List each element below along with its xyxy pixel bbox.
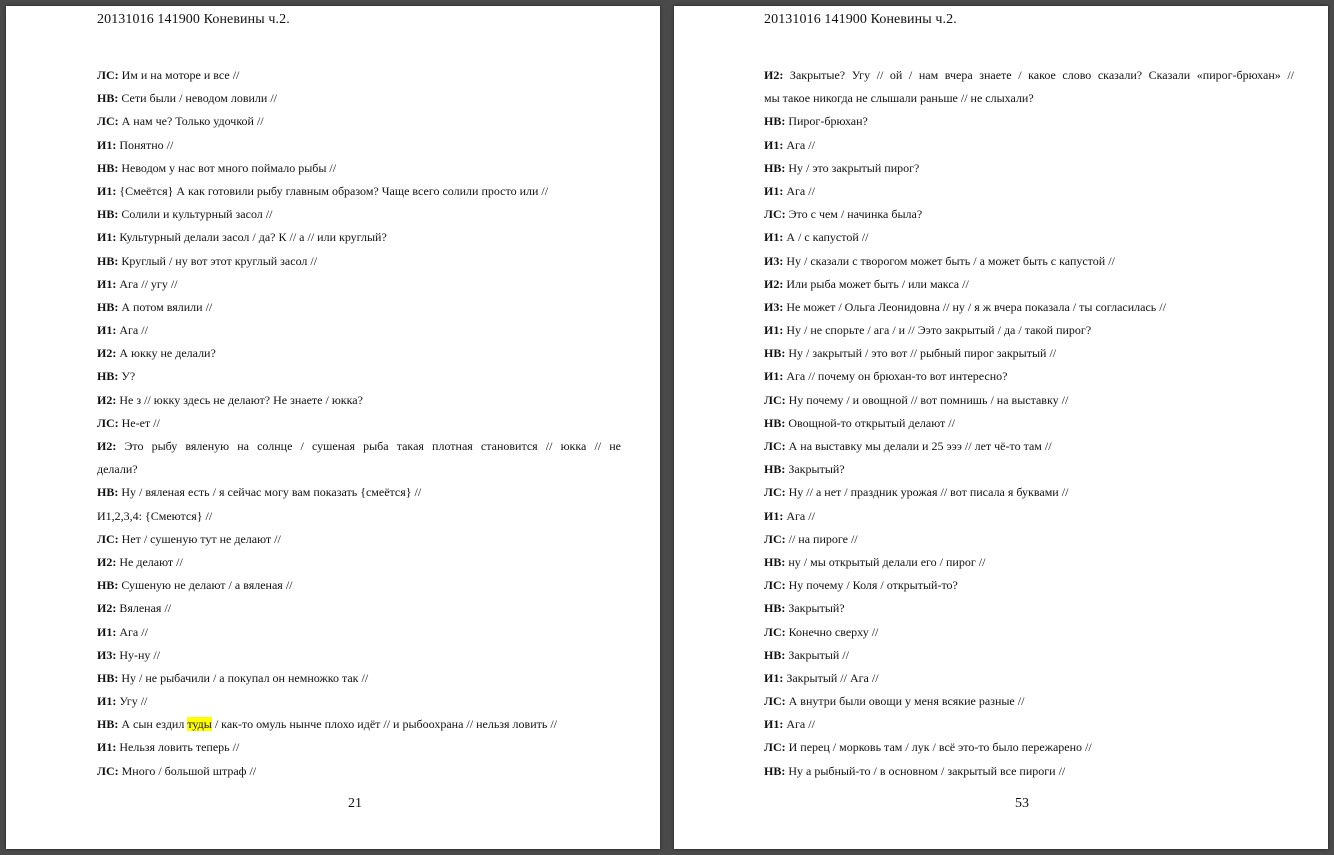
speaker-label: И2: (97, 554, 117, 569)
transcript-line (97, 226, 621, 249)
utterance-text: Ну / не спорьте / ага / и // Ээто закрытый / да / такой пирог? (783, 323, 1092, 338)
speaker-label: И1: (97, 276, 117, 291)
speaker-label: И1: (764, 369, 784, 384)
utterance-text: Ну // а нет / праздник урожая // вот писала я буквами // (785, 485, 1069, 500)
speaker-label: И1: (97, 694, 117, 709)
speaker-label: И2: (764, 276, 784, 291)
transcript-line (764, 458, 1294, 481)
speaker-label: НВ: (764, 415, 786, 430)
speaker-label: НВ: (764, 554, 786, 569)
transcript-line (764, 481, 1294, 504)
utterance-text: Не з // юкку здесь не делают? Не знаете / юкка? (116, 392, 363, 407)
utterance-text: / как-то омуль нынче плохо идёт // и рыбоохрана // нельзя ловить // (211, 717, 558, 732)
speaker-label: НВ: (764, 601, 786, 616)
utterance-text: Ага // (116, 624, 148, 639)
utterance-text: Конечно сверху // (785, 624, 879, 639)
transcript-line (764, 644, 1294, 667)
transcript-line (97, 551, 621, 574)
utterance-text: Культурный делали засол / да? К // а // или круглый? (116, 230, 387, 245)
speaker-label: И1: (97, 183, 117, 198)
transcript-line (97, 319, 621, 342)
transcript-line (764, 667, 1294, 690)
speaker-label: ЛС: (97, 68, 119, 82)
speaker-label: И3: (764, 253, 784, 268)
speaker-label: ЛС: (764, 485, 786, 500)
speaker-label: И2: (97, 601, 117, 616)
speaker-label: НВ: (764, 160, 786, 175)
speaker-label: И1: (764, 230, 784, 245)
transcript-line (764, 505, 1294, 528)
transcript-line (764, 412, 1294, 435)
transcript-line (97, 64, 621, 87)
speaker-label: И1: (97, 624, 117, 639)
transcript-line (764, 597, 1294, 620)
transcript-line (97, 110, 621, 133)
transcript-line (764, 87, 1294, 110)
document-page-right (674, 6, 1328, 849)
utterance-text: Ага // (783, 508, 815, 523)
utterance-text: Ну / сказали с творогом может быть / а может быть с капустой // (783, 253, 1115, 268)
speaker-label: ЛС: (97, 763, 119, 778)
transcript-line (97, 481, 621, 504)
utterance-text: Ну а рыбный-то / в основном / закрытый все пироги // (785, 763, 1066, 778)
utterance-text: // на пироге // (785, 531, 858, 546)
speaker-label: И2: (97, 392, 117, 407)
utterance-text: Это с чем / начинка была? (785, 207, 923, 222)
page-number: 53 (1015, 796, 1029, 811)
utterance-text: А внутри были овощи у меня всякие разные // (785, 694, 1025, 709)
speaker-label: ЛС: (97, 531, 119, 546)
utterance-text: Угу // (116, 694, 148, 709)
transcript-line (97, 690, 621, 713)
speaker-label: И1: (764, 670, 784, 685)
speaker-label: И1: (764, 717, 784, 732)
speaker-label: ЛС: (764, 207, 786, 222)
transcript-line (97, 667, 621, 690)
transcript-line (97, 134, 621, 157)
transcript-line (97, 342, 621, 365)
utterance-text: Овощной-то открытый делают // (785, 415, 955, 430)
utterance-text: Сети были / неводом ловили // (118, 91, 278, 106)
speaker-label: И1: (97, 137, 117, 152)
utterance-text: Вяленая // (116, 601, 172, 616)
utterance-text: Ну-ну // (116, 647, 161, 662)
utterance-text: Круглый / ну вот этот круглый засол // (118, 253, 318, 268)
transcript-line (97, 713, 621, 736)
utterance-text: Это рыбу вяленую на солнце / сушеная рыба такая плотная становится // юкка // не (116, 439, 621, 453)
speaker-label: И1: (764, 183, 784, 198)
utterance-text: ну / мы открытый делали его / пирог // (785, 554, 986, 569)
transcript-line (764, 713, 1294, 736)
transcript-line (97, 458, 621, 481)
utterance-text: Или рыба может быть / или макса // (783, 276, 969, 291)
speaker-label: И1: (764, 508, 784, 523)
transcript-line (764, 64, 1294, 87)
utterance-text: Им и на моторе и все // (118, 68, 240, 82)
highlighted-word: туды (187, 717, 212, 732)
transcript-line (764, 273, 1294, 296)
utterance-text: Закрытые? Угу // ой / нам вчера знаете / какое слово сказали? Сказали «пирог-брюхан» // (783, 68, 1294, 82)
utterance-text: Ну / не рыбачили / а покупал он немножко так // (118, 670, 369, 685)
document-page-left (6, 6, 660, 849)
utterance-text: А сын ездил (118, 717, 188, 732)
transcript-line (764, 250, 1294, 273)
speaker-label: ЛС: (764, 694, 786, 709)
utterance-text: Ну / вяленая есть / я сейчас могу вам показать {смеётся} // (118, 485, 422, 500)
utterance-text: Закрытый // (785, 647, 849, 662)
speaker-label: ЛС: (97, 114, 119, 129)
transcript-line (764, 760, 1294, 783)
page-header: 20131016 141900 Коневины ч.2. (764, 12, 957, 27)
utterance-text: Не-ет // (118, 415, 160, 430)
transcript-line (764, 342, 1294, 365)
transcript-line (764, 435, 1294, 458)
utterance-text: Не может / Ольга Леонидовна // ну / я ж вчера показала / ты согласилась // (783, 299, 1166, 314)
transcript-line (97, 621, 621, 644)
utterance-text: И1,2,3,4: {Смеются} // (97, 508, 213, 523)
page-header: 20131016 141900 Коневины ч.2. (97, 12, 290, 27)
transcript-lines (97, 64, 621, 783)
utterance-text: А нам че? Только удочкой // (118, 114, 264, 129)
speaker-label: И2: (97, 346, 117, 361)
speaker-label: НВ: (764, 763, 786, 778)
speaker-label: НВ: (97, 299, 119, 314)
speaker-label: НВ: (764, 346, 786, 361)
page-number: 21 (348, 796, 362, 811)
transcript-line (97, 435, 621, 458)
speaker-label: И1: (764, 323, 784, 338)
utterance-text: мы такое никогда не слышали раньше // не слыхали? (764, 91, 1034, 106)
transcript-line (97, 505, 621, 528)
utterance-text: Солили и культурный засол // (118, 207, 273, 222)
utterance-text: Ага // (783, 137, 815, 152)
transcript-line (764, 157, 1294, 180)
transcript-line (764, 365, 1294, 388)
transcript-line (97, 412, 621, 435)
utterance-text: Ну / закрытый / это вот // рыбный пирог закрытый // (785, 346, 1057, 361)
transcript-line (97, 736, 621, 759)
transcript-line (97, 760, 621, 783)
transcript-line (764, 621, 1294, 644)
utterance-text: А на выставку мы делали и 25 эээ // лет чё-то там // (785, 439, 1052, 453)
utterance-text: Много / большой штраф // (118, 763, 257, 778)
transcript-line (97, 157, 621, 180)
transcript-line (97, 180, 621, 203)
transcript-line (764, 296, 1294, 319)
transcript-line (764, 203, 1294, 226)
utterance-text: Ага // (783, 717, 815, 732)
speaker-label: НВ: (764, 114, 786, 129)
speaker-label: И1: (97, 740, 117, 755)
utterance-text: А потом вялили // (118, 299, 213, 314)
utterance-text: Нет / сушеную тут не делают // (118, 531, 281, 546)
speaker-label: НВ: (97, 207, 119, 222)
speaker-label: НВ: (97, 160, 119, 175)
transcript-line (764, 389, 1294, 412)
speaker-label: ЛС: (764, 439, 786, 453)
speaker-label: НВ: (97, 485, 119, 500)
utterance-text: Сушеную не делают / а вяленая // (118, 578, 293, 593)
speaker-label: И1: (97, 230, 117, 245)
transcript-line (97, 644, 621, 667)
speaker-label: ЛС: (764, 740, 786, 755)
utterance-text: Ну почему / Коля / открытый-то? (785, 578, 958, 593)
utterance-text: А / с капустой // (783, 230, 869, 245)
utterance-text: И перец / морковь там / лук / всё это-то было пережарено // (785, 740, 1092, 755)
utterance-text: Нельзя ловить теперь // (116, 740, 240, 755)
transcript-line (764, 690, 1294, 713)
speaker-label: ЛС: (764, 531, 786, 546)
utterance-text: У? (118, 369, 136, 384)
utterance-text: Неводом у нас вот много поймало рыбы // (118, 160, 337, 175)
speaker-label: ЛС: (97, 415, 119, 430)
utterance-text: Ага // угу // (116, 276, 178, 291)
utterance-text: Ага // (783, 183, 815, 198)
speaker-label: НВ: (97, 253, 119, 268)
utterance-text: Не делают // (116, 554, 183, 569)
transcript-line (764, 551, 1294, 574)
speaker-label: ЛС: (764, 624, 786, 639)
speaker-label: НВ: (97, 369, 119, 384)
speaker-label: И3: (97, 647, 117, 662)
transcript-line (97, 203, 621, 226)
speaker-label: НВ: (97, 717, 119, 732)
speaker-label: ЛС: (764, 392, 786, 407)
utterance-text: Ну почему / и овощной // вот помнишь / на выставку // (785, 392, 1069, 407)
transcript-line (764, 319, 1294, 342)
transcript-line (97, 597, 621, 620)
transcript-line (97, 574, 621, 597)
transcript-line (97, 87, 621, 110)
transcript-line (764, 528, 1294, 551)
utterance-text: Ну / это закрытый пирог? (785, 160, 920, 175)
transcript-line (97, 365, 621, 388)
speaker-label: И2: (764, 68, 784, 82)
transcript-line (764, 110, 1294, 133)
utterance-text: {Смеётся} А как готовили рыбу главным образом? Чаще всего солили просто или // (116, 183, 549, 198)
transcript-line (764, 134, 1294, 157)
speaker-label: НВ: (97, 578, 119, 593)
speaker-label: И2: (97, 439, 117, 453)
utterance-text: Понятно // (116, 137, 174, 152)
speaker-label: НВ: (97, 91, 119, 106)
transcript-line (97, 296, 621, 319)
transcript-line (97, 250, 621, 273)
speaker-label: И1: (97, 323, 117, 338)
transcript-line (97, 528, 621, 551)
transcript-line (764, 736, 1294, 759)
speaker-label: И3: (764, 299, 784, 314)
utterance-text: Закрытый? (785, 462, 845, 477)
utterance-text: А юкку не делали? (116, 346, 216, 361)
speaker-label: НВ: (764, 462, 786, 477)
speaker-label: НВ: (97, 670, 119, 685)
utterance-text: Ага // почему он брюхан-то вот интересно? (783, 369, 1008, 384)
transcript-line (97, 273, 621, 296)
transcript-line (764, 574, 1294, 597)
utterance-text: делали? (97, 462, 138, 477)
utterance-text: Закрытый? (785, 601, 845, 616)
transcript-lines (764, 64, 1294, 783)
utterance-text: Закрытый // Ага // (783, 670, 879, 685)
utterance-text: Пирог-брюхан? (785, 114, 868, 129)
speaker-label: ЛС: (764, 578, 786, 593)
speaker-label: НВ: (764, 647, 786, 662)
speaker-label: И1: (764, 137, 784, 152)
transcript-line (764, 180, 1294, 203)
utterance-text: Ага // (116, 323, 148, 338)
transcript-line (764, 226, 1294, 249)
transcript-line (97, 389, 621, 412)
